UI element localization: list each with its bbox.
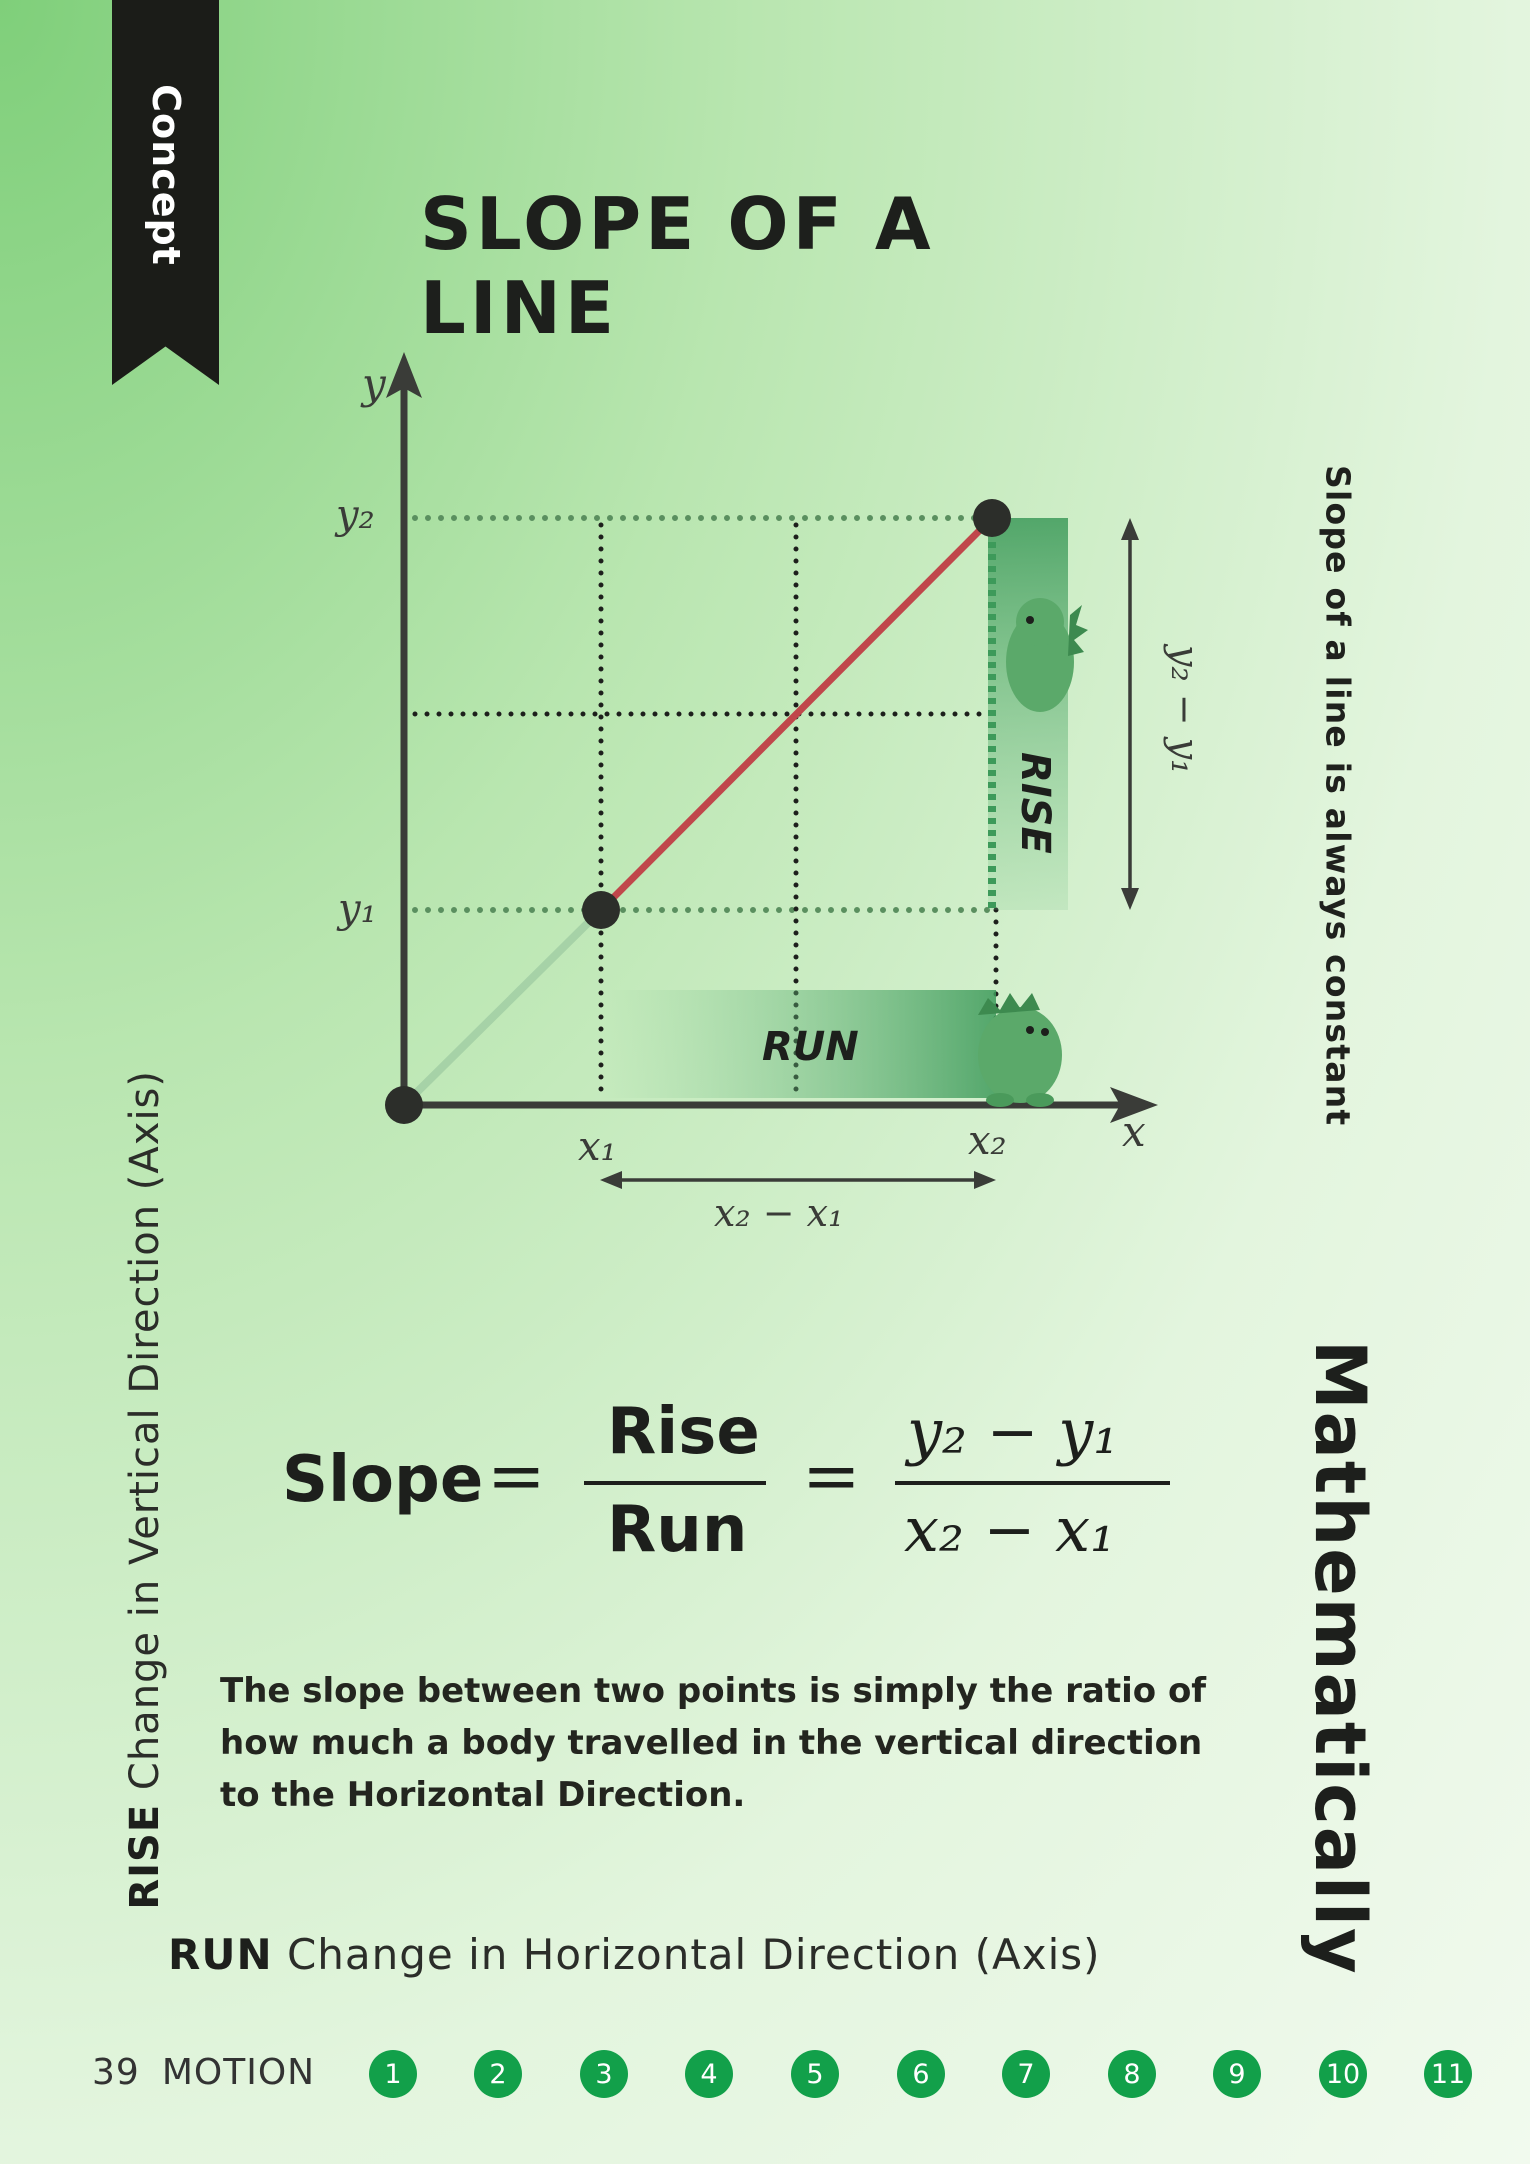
rise-definition-text <box>122 1070 168 1910</box>
run-delta-arrow <box>600 1171 996 1189</box>
run-definition-term: RUN <box>168 1930 273 1979</box>
chapter-link-6[interactable]: 6 <box>897 2050 945 2098</box>
dino-rise-icon <box>1006 598 1088 712</box>
chapter-link-7[interactable]: 7 <box>1002 2050 1050 2098</box>
page-title: SLOPE OF A LINE <box>420 182 935 350</box>
concept-ribbon-label: Concept <box>143 84 188 266</box>
origin-extension <box>404 910 601 1105</box>
chapter-link-2[interactable]: 2 <box>474 2050 522 2098</box>
formula-y-diff: y₂ − y₁ <box>907 1395 1119 1468</box>
chapter-link-11[interactable]: 11 <box>1424 2050 1472 2098</box>
description: The slope between two points is simply the ratio of how much a body travelled in the vertical direction to the Horizontal Direction. <box>220 1671 1207 1815</box>
y-axis-label: y <box>362 359 386 408</box>
run-delta-label: x₂ − x₁ <box>714 1191 844 1235</box>
rise-definition <box>112 1010 178 1910</box>
page-number: 39 <box>92 2051 140 2093</box>
rise-delta-arrow <box>1121 518 1139 910</box>
chapter-link-4[interactable]: 4 <box>685 2050 733 2098</box>
slope-formula <box>282 1395 1182 1595</box>
origin-point <box>385 1086 423 1124</box>
run-definition-body: Change in Horizontal Direction (Axis) <box>272 1930 1101 1979</box>
run-label: RUN <box>762 1024 859 1070</box>
fraction-bar-2 <box>895 1481 1170 1485</box>
footer <box>92 2050 315 2094</box>
chapter-link-1[interactable]: 1 <box>369 2050 417 2098</box>
chapter-link-3[interactable]: 3 <box>580 2050 628 2098</box>
x-axis-label: x <box>1122 1107 1146 1156</box>
formula-run: Run <box>607 1493 748 1567</box>
side-heading <box>1290 1340 1390 1976</box>
rise-label: RISE <box>1012 752 1058 854</box>
side-note-text: Slope of a line is always constant <box>1318 465 1358 1127</box>
formula-x-diff: x₂ − x₁ <box>904 1493 1116 1566</box>
x1-label: x₁ <box>578 1124 617 1170</box>
chapter-link-9[interactable]: 9 <box>1213 2050 1261 2098</box>
rise-definition-term: RISE <box>122 1804 168 1910</box>
y2-label: y₂ <box>336 492 375 538</box>
formula-equals-2: = <box>802 1435 861 1517</box>
chapter-link-8[interactable]: 8 <box>1108 2050 1156 2098</box>
x2-label: x₂ <box>968 1118 1007 1164</box>
chapter-link-10[interactable]: 10 <box>1319 2050 1367 2098</box>
y1-label: y₁ <box>338 886 377 932</box>
point-x1-y1 <box>582 891 620 929</box>
rise-delta-label: y₂ − y₁ <box>1163 645 1207 775</box>
run-definition <box>168 1930 1101 1979</box>
formula-lhs: Slope <box>282 1443 484 1517</box>
side-note <box>1298 465 1378 1127</box>
point-x2-y2 <box>973 499 1011 537</box>
formula-equals-1: = <box>487 1435 546 1517</box>
section-name: MOTION <box>161 2051 316 2093</box>
formula-rise: Rise <box>607 1395 760 1469</box>
side-heading-text: Mathematically <box>1299 1340 1381 1976</box>
fraction-bar-1 <box>584 1481 766 1485</box>
chapter-link-5[interactable]: 5 <box>791 2050 839 2098</box>
rise-definition-body: Change in Vertical Direction (Axis) <box>122 1070 168 1805</box>
